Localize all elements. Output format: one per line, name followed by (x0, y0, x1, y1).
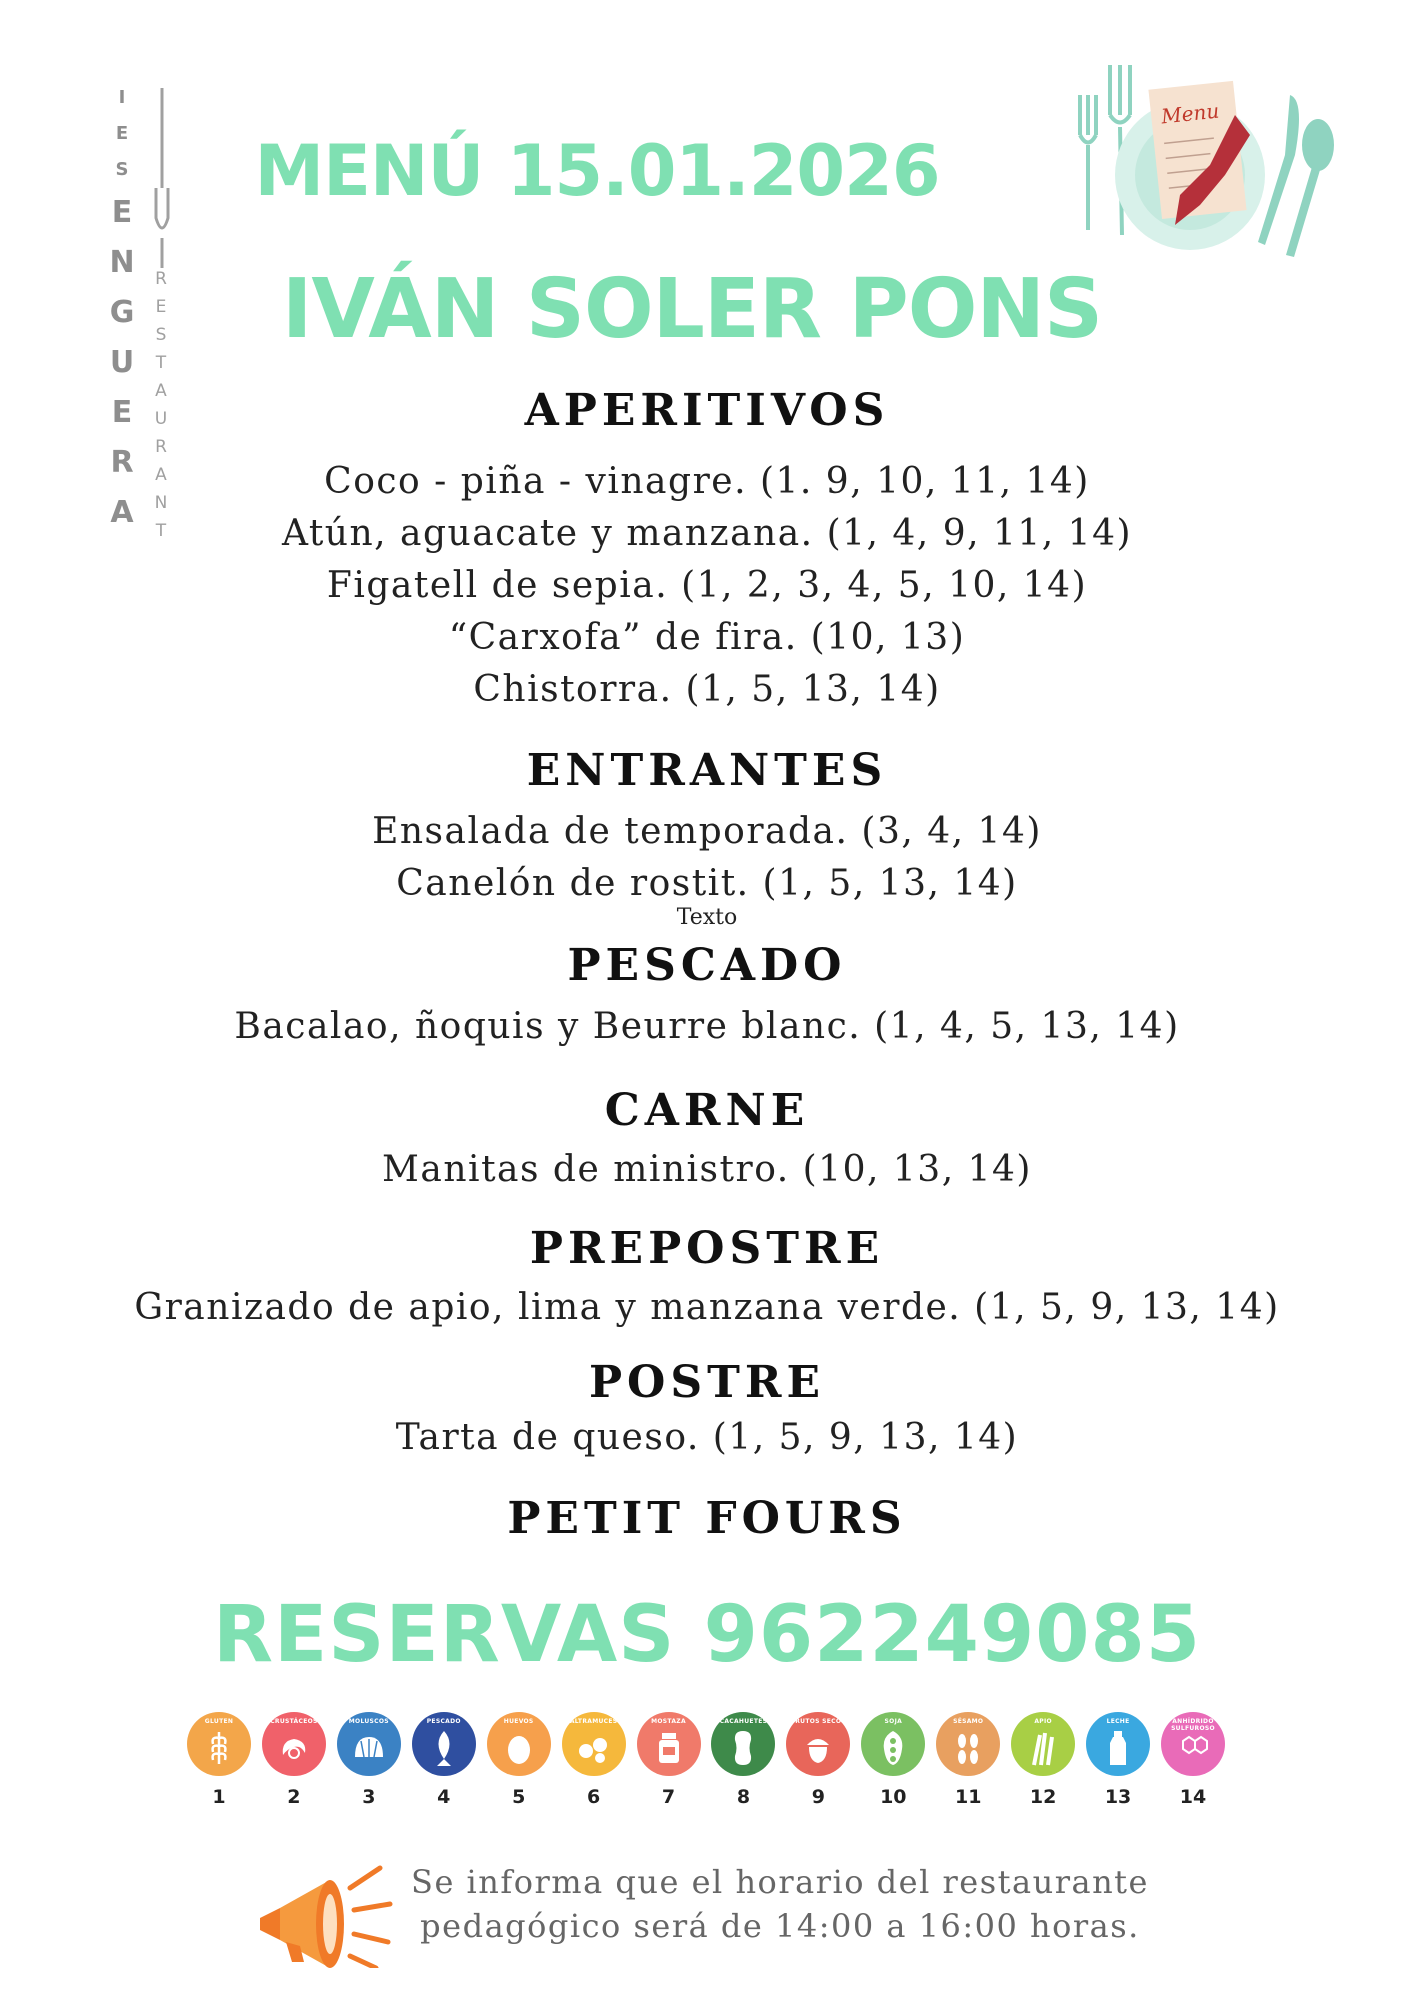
allergen-item (785, 1712, 851, 1808)
allergen-number: 3 (362, 1786, 376, 1808)
soy-icon (861, 1712, 925, 1776)
allergen-item (561, 1712, 627, 1808)
reservations-phone: RESERVAS 962249085 (212, 1590, 1202, 1680)
mustard-icon (637, 1712, 701, 1776)
allergen-item (411, 1712, 477, 1808)
section-heading: ENTRANTES (526, 745, 888, 796)
logo-letter: R (155, 269, 167, 289)
page-title: MENÚ 15.01.2026 (254, 130, 940, 212)
egg-icon (487, 1712, 551, 1776)
section-heading: APERITIVOS (524, 385, 890, 436)
celery-icon (1011, 1712, 1075, 1776)
allergen-label: CRUSTÁCEOS (270, 1718, 318, 1725)
allergen-number: 6 (586, 1786, 601, 1808)
allergen-number: 2 (287, 1786, 301, 1808)
allergen-label: HUEVOS (503, 1718, 534, 1725)
sesame-icon (936, 1712, 1000, 1776)
allergen-label: ANHÍDRIDO SULFUROSO (1171, 1718, 1215, 1732)
section-pescado (0, 940, 1414, 1053)
milk-icon (1086, 1712, 1150, 1776)
allergen-label: APIO (1034, 1718, 1052, 1725)
allergen-label: PESCADO (426, 1718, 461, 1725)
dish-item: Coco - piña - vinagre. (1. 9, 10, 11, 14) (324, 461, 1090, 502)
section-heading: PETIT FOURS (507, 1493, 907, 1544)
section-heading: POSTRE (588, 1357, 826, 1408)
logo-letter: E (115, 123, 129, 144)
allergen-item (1160, 1712, 1226, 1808)
dish-item: “Carxofa” de fira. (10, 13) (448, 617, 966, 658)
logo-letter: A (155, 465, 167, 485)
logo-letter: E (155, 297, 167, 317)
allergen-number: 8 (736, 1786, 751, 1808)
allergen-number: 11 (954, 1786, 982, 1808)
allergen-number: 9 (811, 1786, 825, 1808)
allergen-label: GLUTEN (204, 1718, 234, 1725)
allergen-item (336, 1712, 402, 1808)
logo-letter: R (110, 445, 134, 480)
menu-card-text: Menu (1160, 98, 1221, 129)
logo-letter: G (109, 295, 135, 330)
allergen-number: 14 (1179, 1786, 1207, 1808)
logo-letter: S (155, 325, 167, 345)
allergen-number: 4 (437, 1786, 451, 1808)
dish-item: Chistorra. (1, 5, 13, 14) (473, 669, 941, 710)
allergen-number: 1 (212, 1786, 226, 1808)
allergen-label: SÉSAMO (953, 1718, 984, 1725)
logo-letter: U (154, 409, 168, 429)
allergen-item (860, 1712, 926, 1808)
logo-letter: E (111, 195, 133, 230)
notice-line: pedagógico será de 14:00 a 16:00 horas. (420, 1907, 1140, 1945)
logo-letter: T (155, 353, 167, 373)
notice-line: Se informa que el horario del restaurante (411, 1863, 1149, 1901)
allergen-label: SOJA (884, 1718, 903, 1725)
section-carne (0, 1085, 1414, 1196)
allergen-item (1085, 1712, 1151, 1808)
logo-letter: R (155, 437, 167, 457)
allergen-number: 5 (512, 1786, 526, 1808)
dish-item: Figatell de sepia. (1, 2, 3, 4, 5, 10, 14) (326, 565, 1088, 606)
allergen-label: FRUTOS SECOS (790, 1718, 846, 1725)
crustaceans-icon (262, 1712, 326, 1776)
logo-letter: A (110, 495, 134, 530)
fish-icon (412, 1712, 476, 1776)
allergen-label: LECHE (1106, 1718, 1130, 1725)
allergen-number: 7 (661, 1786, 676, 1808)
allergen-number: 12 (1029, 1786, 1057, 1808)
megaphone-icon (250, 1858, 410, 1968)
dish-item: Tarta de queso. (1, 5, 9, 13, 14) (395, 1417, 1019, 1458)
allergen-label: CACAHUETES (719, 1718, 768, 1725)
allergen-item (486, 1712, 552, 1808)
mollusc-icon (337, 1712, 401, 1776)
logo-letter: U (109, 345, 135, 380)
dish-item: Canelón de rostit. (1, 5, 13, 14) (396, 863, 1018, 904)
allergen-number: 10 (880, 1786, 907, 1808)
opening-hours-notice (400, 1860, 1160, 1948)
allergen-item (186, 1712, 252, 1808)
gluten-icon (187, 1712, 251, 1776)
nut-icon (786, 1712, 850, 1776)
logo-letter: N (154, 493, 168, 513)
logo-letter: E (111, 395, 133, 430)
logo-letter: T (155, 521, 167, 541)
allergen-item (261, 1712, 327, 1808)
allergen-item (710, 1712, 776, 1808)
chef-name: IVÁN SOLER PONS (281, 262, 1103, 357)
lupin-icon (562, 1712, 626, 1776)
dish-item: Ensalada de temporada. (3, 4, 14) (372, 811, 1042, 852)
allergen-item (636, 1712, 702, 1808)
section-petit-fours (0, 1493, 1414, 1544)
logo-letter: S (115, 159, 129, 180)
dish-item: Granizado de apio, lima y manzana verde. (1, 5, 9, 13, 14) (134, 1287, 1280, 1328)
allergen-label: MOLUSCOS (348, 1718, 389, 1725)
section-heading: PREPOSTRE (529, 1223, 885, 1274)
section-prepostre (0, 1223, 1414, 1334)
section-heading: PESCADO (567, 940, 847, 991)
section-postre (0, 1357, 1414, 1464)
allergen-item (1010, 1712, 1076, 1808)
allergen-label: ALTRAMUCES (569, 1718, 618, 1725)
sulphites-icon (1161, 1712, 1225, 1776)
allergen-number: 13 (1104, 1786, 1132, 1808)
dish-item: Atún, aguacate y manzana. (1, 4, 9, 11, 14) (281, 513, 1133, 554)
section-aperitivos (0, 385, 1414, 716)
peanut-icon (711, 1712, 775, 1776)
logo-letter: I (118, 87, 126, 108)
logo-letter: N (109, 245, 135, 280)
section-entrantes (0, 745, 1414, 910)
allergen-item (935, 1712, 1001, 1808)
dish-item: Bacalao, ñoquis y Beurre blanc. (1, 4, 5, 13, 14) (234, 1006, 1180, 1047)
allergen-legend (186, 1712, 1226, 1808)
allergen-label: MOSTAZA (651, 1718, 686, 1725)
dish-item: Manitas de ministro. (10, 13, 14) (382, 1149, 1032, 1190)
placeholder-text: Texto (676, 905, 738, 930)
section-heading: CARNE (604, 1085, 810, 1136)
logo-letter: A (155, 381, 167, 401)
